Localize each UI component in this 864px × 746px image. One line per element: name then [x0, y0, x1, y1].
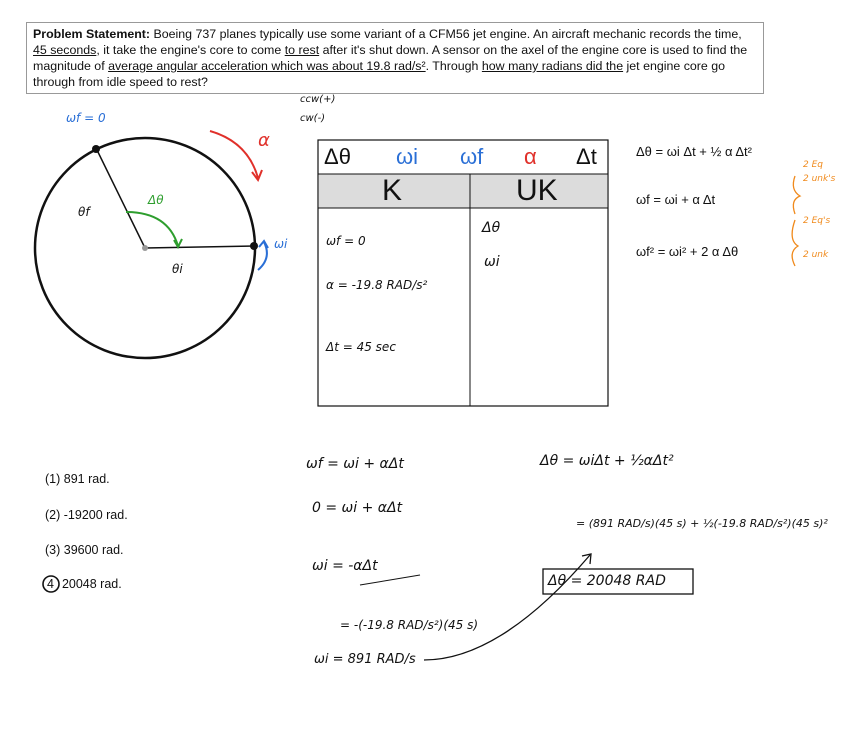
problem-acc: average angular acceleration which was about 19.8 rad/s²: [108, 59, 426, 73]
problem-text-3: after it's shut down. A sensor on the axel of the engine core is used to find the magnitude of: [33, 43, 748, 73]
work-line-2: 0 = ωi + αΔt: [312, 500, 403, 516]
kuk-header-row: [319, 174, 607, 208]
choice-3: (3) 39600 rad.: [45, 543, 124, 557]
problem-rest: to rest: [284, 43, 320, 57]
work-line-3: ωi = -αΔt: [312, 558, 378, 574]
brace-bottom: [792, 220, 798, 266]
delta-theta-arc: [126, 212, 178, 246]
known-alpha: α = -19.8 RAD/s²: [326, 278, 428, 292]
work-arrow: [424, 555, 590, 660]
equation-3: ωf² = ωi² + 2 α Δθ: [636, 244, 739, 259]
initial-point: [250, 242, 258, 250]
problem-text-2: , it take the engine's core to come: [96, 43, 285, 57]
header-alpha: α: [524, 144, 537, 169]
theta-f-label: θf: [78, 205, 90, 219]
problem-time: 45 seconds: [33, 43, 97, 57]
omega-i-label: ωi: [274, 237, 288, 251]
problem-question: how many radians did the: [481, 59, 624, 73]
equation-1: Δθ = ωi Δt + ½ α Δt²: [636, 144, 752, 159]
choice-4: [45, 577, 122, 591]
unknown-label: UK: [516, 174, 558, 207]
alpha-arrow: [210, 131, 258, 178]
work-line-5: ωi = 891 RAD/s: [314, 652, 416, 667]
problem-text-1: Boeing 737 planes typically use some variant of a CFM56 jet engine. An aircraft mechanic records the time,: [150, 27, 742, 41]
note-2-eq: 2 Eq: [803, 160, 823, 170]
work-line-4: = -(-19.8 RAD/s²)(45 s): [340, 618, 479, 632]
choice-1: (1) 891 rad.: [45, 472, 110, 486]
delta-theta-label: Δθ: [148, 193, 164, 207]
final-point: [92, 145, 100, 153]
work-line-7: = (891 RAD/s)(45 s) + ½(-19.8 RAD/s²)(45 s)²: [576, 517, 828, 530]
problem-text-4: . Through: [425, 59, 482, 73]
choice-4-label: 20048 rad.: [61, 577, 122, 591]
work-line-1: ωf = ωi + αΔt: [306, 456, 404, 472]
problem-text-5: jet engine core go through from idle speed to rest?: [33, 59, 726, 89]
unknown-omega-i: ωi: [484, 254, 500, 270]
final-answer: Δθ = 20048 RAD: [548, 573, 666, 589]
alpha-label: α: [258, 130, 270, 151]
known-delta-t: Δt = 45 sec: [326, 340, 396, 354]
cw-label: cw(-): [300, 113, 326, 124]
note-2-eqs: 2 Eq's: [803, 216, 831, 226]
radius-initial: [145, 246, 255, 248]
known-wf: ωf = 0: [326, 234, 366, 248]
work-line-6: Δθ = ωiΔt + ½αΔt²: [540, 453, 674, 469]
note-2-unks: 2 unk's: [803, 174, 836, 184]
header-omega-f: ωf: [460, 144, 484, 169]
choice-4-number: 4: [47, 577, 54, 591]
known-label: K: [382, 174, 403, 207]
ccw-label: ccw(+): [300, 94, 336, 105]
equation-2: ωf = ωi + α Δt: [636, 192, 716, 207]
center-point: [142, 245, 148, 251]
radius-final: [96, 148, 145, 248]
theta-i-label: θi: [172, 262, 183, 276]
note-2-unk: 2 unk: [803, 250, 829, 260]
problem-label: Problem Statement:: [33, 27, 151, 41]
header-omega-i: ωi: [396, 144, 419, 169]
unknown-delta-theta: Δθ: [482, 220, 501, 236]
choice-2: (2) -19200 rad.: [45, 508, 128, 522]
header-delta-theta: Δθ: [324, 144, 351, 169]
brace-top: [793, 176, 800, 214]
wf-label: ωf = 0: [66, 111, 106, 125]
header-delta-t: Δt: [576, 144, 597, 169]
